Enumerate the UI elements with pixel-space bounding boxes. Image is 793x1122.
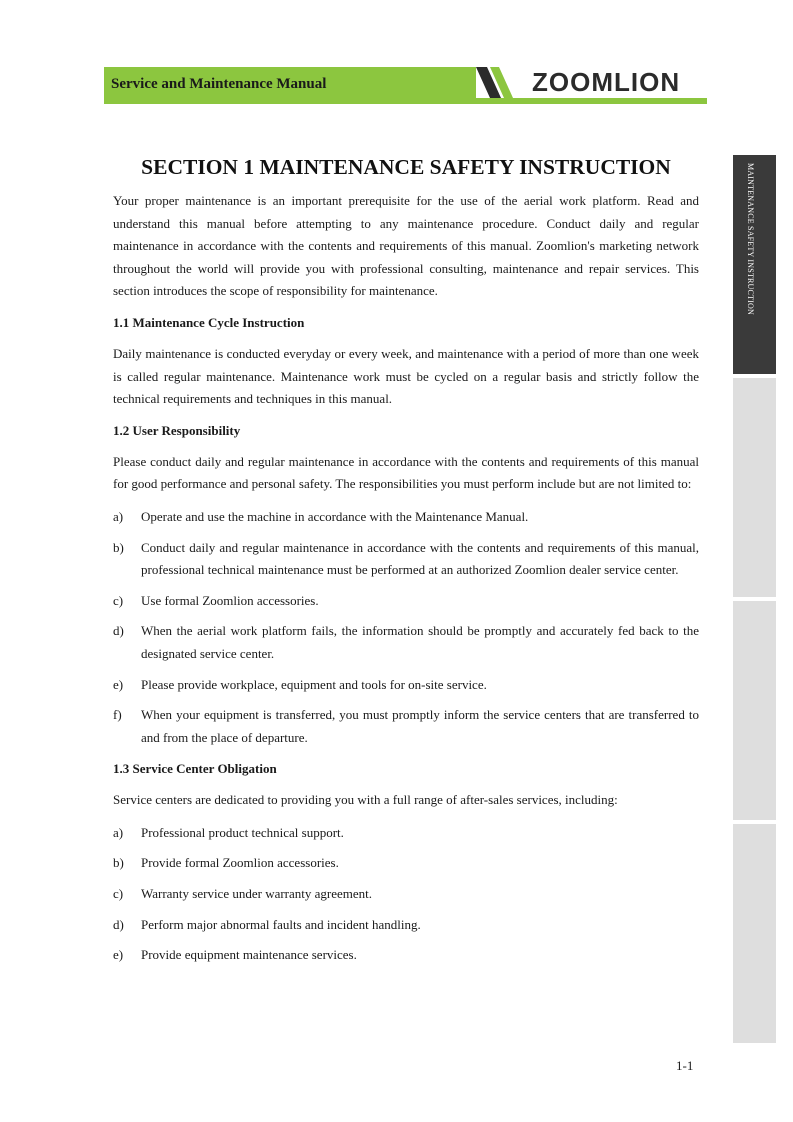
side-tab-4[interactable] xyxy=(733,824,776,1043)
paragraph-1-2: Please conduct daily and regular maintenance in accordance with the contents and requirements of this manual for good performance and personal safety. The responsibilities you must perform include but are not limited to: xyxy=(113,453,699,492)
heading-1-3: 1.3 Service Center Obligation xyxy=(113,761,277,777)
manual-title: Service and Maintenance Manual xyxy=(111,76,327,92)
page-header xyxy=(104,67,707,104)
list-item: d) Perform major abnormal faults and incident handling. xyxy=(113,916,421,932)
main-content xyxy=(113,155,699,977)
intro-paragraph: Your proper maintenance is an important prerequisite for the use of the aerial work platform. Read and understand this manual before attempting to any maintenance procedure. Conduct daily and regular maintenance in accordance with the contents and requirements of this manual. Zoomlion's marketing network throughout the world will provide you with professional consulting, maintenance and repair services. This section introduces the scope of responsibility for maintenance. xyxy=(113,193,699,299)
side-tab-label: MAINTENANCE SAFETY INSTRUCTION xyxy=(746,163,755,315)
header-bar xyxy=(104,67,476,104)
brand-logo-text: ZOOMLION xyxy=(532,67,681,97)
list-item: a) Operate and use the machine in accordance with the Maintenance Manual. xyxy=(113,508,529,524)
list-item: f) When your equipment is transferred, you must promptly inform the service centers that are transferred to and from the place of departure. xyxy=(113,707,699,745)
side-tab-2[interactable] xyxy=(733,378,776,597)
responsibility-list xyxy=(113,506,699,749)
paragraph-1-3: Service centers are dedicated to providing you with a full range of after-sales services, including: xyxy=(113,792,618,808)
list-item: d) When the aerial work platform fails, the information should be promptly and accurately fed back to the designated service center. xyxy=(113,623,699,661)
list-item: c) Use formal Zoomlion accessories. xyxy=(113,592,319,608)
page-number: 1-1 xyxy=(676,1058,694,1073)
service-list xyxy=(113,822,699,967)
zoomlion-logo-icon xyxy=(472,67,528,104)
list-item: a) Professional product technical support. xyxy=(113,824,344,840)
list-item: b) Conduct daily and regular maintenance in accordance with the contents and requirements of this manual, professional technical maintenance must be performed at an authorized Zoomlion dealer service center. xyxy=(113,539,699,578)
side-tab-3[interactable] xyxy=(733,601,776,820)
side-tab-maintenance-safety[interactable] xyxy=(733,155,776,374)
section-title: SECTION 1 MAINTENANCE SAFETY INSTRUCTION xyxy=(141,155,671,179)
paragraph-1-1: Daily maintenance is conducted everyday or every week, and maintenance with a period of more than one week is called regular maintenance. Maintenance work must be cycled on a regular basis and strictly follow the technical requirements and techniques in this manual. xyxy=(113,345,699,407)
list-item: e) Please provide workplace, equipment and tools for on-site service. xyxy=(113,676,487,692)
list-item: c) Warranty service under warranty agreement. xyxy=(113,886,373,902)
heading-1-2: 1.2 User Responsibility xyxy=(113,422,241,438)
list-item: e) Provide equipment maintenance services. xyxy=(113,947,357,963)
heading-1-1: 1.1 Maintenance Cycle Instruction xyxy=(113,314,305,330)
list-item: b) Provide formal Zoomlion accessories. xyxy=(113,855,339,871)
